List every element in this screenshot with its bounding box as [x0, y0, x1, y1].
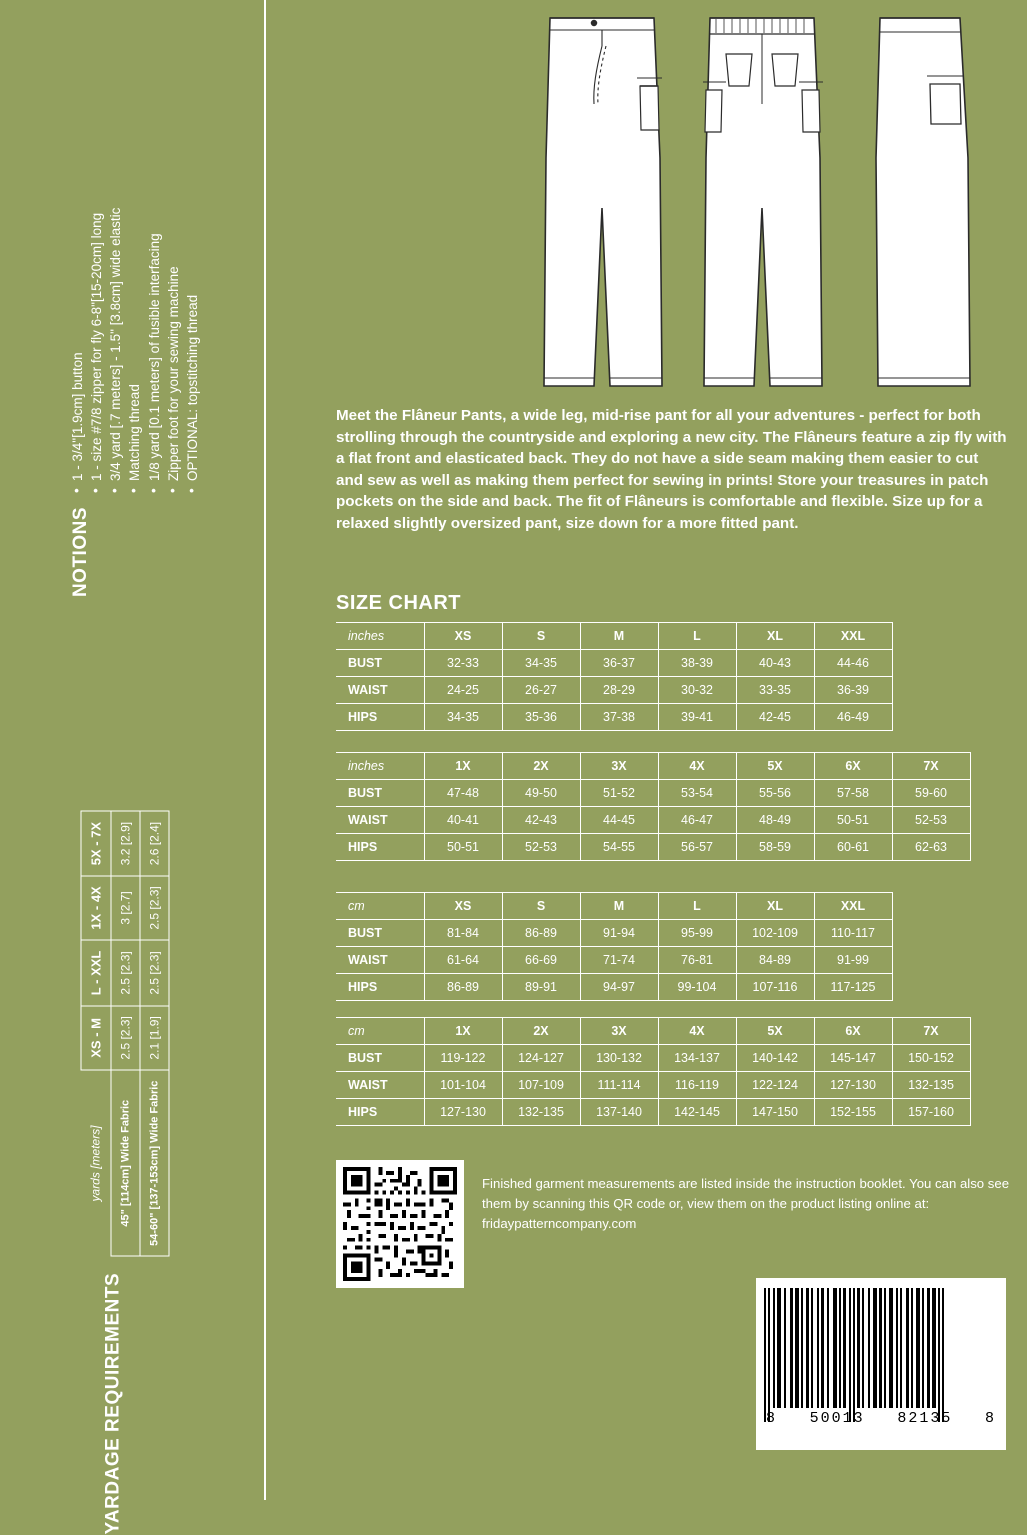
size-header: 6X — [814, 753, 892, 780]
left-column — [0, 0, 264, 1535]
measure-cell: 86-89 — [502, 920, 580, 947]
measure-cell: 34-35 — [502, 650, 580, 677]
measure-cell: 95-99 — [658, 920, 736, 947]
measure-cell: 147-150 — [736, 1099, 814, 1126]
measure-cell: 34-35 — [424, 704, 502, 731]
notions-item: • 1/8 yard [0.1 meters] of fusible interfacing — [145, 208, 164, 493]
size-header: 5X — [736, 753, 814, 780]
measure-cell: 50-51 — [814, 807, 892, 834]
yardage-table — [81, 811, 170, 1257]
barcode-digit-group1: 50013 — [809, 1410, 865, 1427]
yardage-title: YARDAGE REQUIREMENTS — [102, 1272, 124, 1535]
size-header: S — [502, 893, 580, 920]
barcode-digit-group2: 82135 — [897, 1410, 953, 1427]
notions-item: • Zipper foot for your sewing machine — [164, 208, 183, 493]
barcode-digit-left: 8 — [766, 1410, 778, 1427]
measure-cell: 102-109 — [736, 920, 814, 947]
size-header: 3X — [580, 1018, 658, 1045]
notions-item: • 1 - size #7/8 zipper for fly 6-8"[15-20cm] long — [87, 208, 106, 493]
measure-cell: 57-58 — [814, 780, 892, 807]
measure-cell: 26-27 — [502, 677, 580, 704]
front-view-illustration — [544, 18, 662, 386]
size-header: 4X — [658, 1018, 736, 1045]
measure-cell: 140-142 — [736, 1045, 814, 1072]
notions-title: NOTIONS — [69, 506, 91, 598]
size-chart-inches-standard — [336, 622, 893, 731]
measure-cell: 60-61 — [814, 834, 892, 861]
table-row — [336, 1072, 970, 1099]
measure-label: WAIST — [336, 807, 424, 834]
measure-cell: 81-84 — [424, 920, 502, 947]
table-row — [336, 920, 892, 947]
measure-cell: 89-91 — [502, 974, 580, 1001]
measure-cell: 99-104 — [658, 974, 736, 1001]
measure-label: HIPS — [336, 834, 424, 861]
measure-cell: 54-55 — [580, 834, 658, 861]
yardage-cell: 2.5 [2.3] — [140, 876, 169, 940]
measure-cell: 48-49 — [736, 807, 814, 834]
yardage-cell: 3.2 [2.9] — [111, 811, 140, 875]
measure-cell: 37-38 — [580, 704, 658, 731]
measure-cell: 35-36 — [502, 704, 580, 731]
measure-cell: 59-60 — [892, 780, 970, 807]
barcode-bars — [764, 1288, 998, 1408]
measure-cell: 134-137 — [658, 1045, 736, 1072]
back-view-illustration — [703, 18, 823, 386]
yardage-cell: 2.5 [2.3] — [140, 940, 169, 1006]
measure-cell: 40-41 — [424, 807, 502, 834]
size-header: 2X — [502, 1018, 580, 1045]
measure-cell: 91-99 — [814, 947, 892, 974]
measure-cell: 86-89 — [424, 974, 502, 1001]
measure-cell: 40-43 — [736, 650, 814, 677]
measure-cell: 30-32 — [658, 677, 736, 704]
unit-label: cm — [336, 893, 424, 920]
measure-label: BUST — [336, 780, 424, 807]
measure-cell: 49-50 — [502, 780, 580, 807]
yardage-row-label: 45" [114cm] Wide Fabric — [111, 1070, 140, 1256]
size-header: M — [580, 893, 658, 920]
unit-label: cm — [336, 1018, 424, 1045]
notions-item: • Matching thread — [125, 208, 144, 493]
table-row — [111, 811, 140, 1256]
measure-cell: 71-74 — [580, 947, 658, 974]
measure-label: WAIST — [336, 947, 424, 974]
measure-cell: 91-94 — [580, 920, 658, 947]
yardage-cell: 3 [2.7] — [111, 876, 140, 940]
measure-cell: 127-130 — [424, 1099, 502, 1126]
yardage-col-header: 5X - 7X — [81, 811, 111, 875]
table-row — [336, 1099, 970, 1126]
measure-cell: 53-54 — [658, 780, 736, 807]
measure-cell: 56-57 — [658, 834, 736, 861]
measure-cell: 101-104 — [424, 1072, 502, 1099]
measure-cell: 46-49 — [814, 704, 892, 731]
qr-note-text: Finished garment measurements are listed inside the instruction booklet. You can also see them by scanning this QR code or, view them on the product listing online at: fridaypatterncompany.com — [482, 1176, 1010, 1231]
qr-code[interactable] — [336, 1160, 464, 1288]
measure-cell: 42-45 — [736, 704, 814, 731]
size-header: 5X — [736, 1018, 814, 1045]
table-row — [336, 834, 970, 861]
measure-cell: 110-117 — [814, 920, 892, 947]
measure-cell: 32-33 — [424, 650, 502, 677]
measure-cell: 132-135 — [892, 1072, 970, 1099]
measure-cell: 94-97 — [580, 974, 658, 1001]
measure-cell: 84-89 — [736, 947, 814, 974]
measure-cell: 132-135 — [502, 1099, 580, 1126]
yardage-section — [81, 775, 170, 1535]
technical-drawings — [536, 8, 1006, 398]
size-chart-cm-plus — [336, 1017, 971, 1126]
measure-cell: 28-29 — [580, 677, 658, 704]
measure-cell: 122-124 — [736, 1072, 814, 1099]
size-header: 3X — [580, 753, 658, 780]
measure-cell: 52-53 — [892, 807, 970, 834]
size-header: XXL — [814, 623, 892, 650]
notions-section — [68, 137, 202, 597]
yardage-cell: 2.6 [2.4] — [140, 811, 169, 875]
measure-cell: 107-116 — [736, 974, 814, 1001]
size-header: 1X — [424, 1018, 502, 1045]
size-header: M — [580, 623, 658, 650]
measure-cell: 42-43 — [502, 807, 580, 834]
notions-item: • 1 - 3/4"[1.9cm] button — [68, 208, 87, 493]
size-header: XL — [736, 623, 814, 650]
size-header: L — [658, 893, 736, 920]
unit-label: inches — [336, 753, 424, 780]
measure-cell: 76-81 — [658, 947, 736, 974]
notions-list — [68, 208, 202, 493]
measure-cell: 61-64 — [424, 947, 502, 974]
measure-cell: 39-41 — [658, 704, 736, 731]
table-row — [336, 677, 892, 704]
table-row — [336, 780, 970, 807]
size-header: 4X — [658, 753, 736, 780]
barcode-digit-right: 8 — [984, 1410, 996, 1427]
yardage-col-header: L - XXL — [81, 940, 111, 1006]
unit-label: inches — [336, 623, 424, 650]
measure-cell: 55-56 — [736, 780, 814, 807]
measure-cell: 119-122 — [424, 1045, 502, 1072]
measure-cell: 33-35 — [736, 677, 814, 704]
product-description: Meet the Flâneur Pants, a wide leg, mid-rise pant for all your adventures - perfect for both strolling through the countryside and exploring a new city. The Flâneurs feature a zip fly with a flat front and elasticated back. They do not have a side seam making them easier to cut and sew as well as making them perfect for sewing in prints! Store your treasures in patch pockets on the side and back. The fit of Flâneurs is comfortable and flexible. Size up for a relaxed slightly oversized pant, size down for a more fitted pant. — [336, 407, 1007, 532]
notions-item: • OPTIONAL: topstitching thread — [183, 208, 202, 493]
size-header: XS — [424, 623, 502, 650]
size-header: XS — [424, 893, 502, 920]
size-header: XXL — [814, 893, 892, 920]
size-header: XL — [736, 893, 814, 920]
measure-cell: 36-39 — [814, 677, 892, 704]
measure-cell: 58-59 — [736, 834, 814, 861]
size-header: 7X — [892, 753, 970, 780]
measure-cell: 127-130 — [814, 1072, 892, 1099]
measure-cell: 50-51 — [424, 834, 502, 861]
measure-cell: 38-39 — [658, 650, 736, 677]
measure-cell: 107-109 — [502, 1072, 580, 1099]
size-header: L — [658, 623, 736, 650]
size-chart-title: SIZE CHART — [336, 592, 461, 614]
measure-label: HIPS — [336, 974, 424, 1001]
measure-label: HIPS — [336, 704, 424, 731]
measure-cell: 152-155 — [814, 1099, 892, 1126]
table-row — [140, 811, 169, 1256]
yardage-cell: 2.5 [2.3] — [111, 1006, 140, 1070]
size-chart-cm-standard — [336, 892, 893, 1001]
measure-label: BUST — [336, 920, 424, 947]
yardage-col-header: XS - M — [81, 1006, 111, 1070]
size-chart-inches-plus — [336, 752, 971, 861]
measure-cell: 46-47 — [658, 807, 736, 834]
table-row — [336, 650, 892, 677]
measure-cell: 145-147 — [814, 1045, 892, 1072]
yardage-col-header: 1X - 4X — [81, 876, 111, 940]
notions-item: • 3/4 yard [.7 meters] - 1.5" [3.8cm] wide elastic — [106, 208, 125, 493]
table-row — [336, 807, 970, 834]
measure-label: HIPS — [336, 1099, 424, 1126]
yardage-cell: 2.1 [1.9] — [140, 1006, 169, 1070]
measure-cell: 52-53 — [502, 834, 580, 861]
yardage-unit-label: yards [meters] — [88, 1125, 103, 1202]
right-column — [286, 0, 1027, 1500]
measure-label: BUST — [336, 1045, 424, 1072]
measure-cell: 116-119 — [658, 1072, 736, 1099]
measure-cell: 157-160 — [892, 1099, 970, 1126]
measure-cell: 36-37 — [580, 650, 658, 677]
measure-cell: 44-46 — [814, 650, 892, 677]
measure-cell: 66-69 — [502, 947, 580, 974]
yardage-row-label: 54-60" [137-153cm] Wide Fabric — [140, 1070, 169, 1256]
measure-cell: 150-152 — [892, 1045, 970, 1072]
side-view-illustration — [876, 18, 970, 386]
table-row — [336, 974, 892, 1001]
measure-label: WAIST — [336, 677, 424, 704]
measure-cell: 142-145 — [658, 1099, 736, 1126]
table-row — [336, 947, 892, 974]
barcode-digits — [764, 1408, 998, 1427]
measure-cell: 62-63 — [892, 834, 970, 861]
measure-cell: 44-45 — [580, 807, 658, 834]
measure-label: BUST — [336, 650, 424, 677]
barcode — [756, 1278, 1006, 1450]
measure-cell: 124-127 — [502, 1045, 580, 1072]
measure-cell: 117-125 — [814, 974, 892, 1001]
vertical-divider — [264, 0, 266, 1500]
size-header: 2X — [502, 753, 580, 780]
table-row — [336, 1045, 970, 1072]
measure-cell: 51-52 — [580, 780, 658, 807]
size-header: 7X — [892, 1018, 970, 1045]
yardage-cell: 2.5 [2.3] — [111, 940, 140, 1006]
size-header: 6X — [814, 1018, 892, 1045]
size-header: S — [502, 623, 580, 650]
measure-cell: 130-132 — [580, 1045, 658, 1072]
measure-cell: 111-114 — [580, 1072, 658, 1099]
measure-cell: 137-140 — [580, 1099, 658, 1126]
size-header: 1X — [424, 753, 502, 780]
measure-cell: 47-48 — [424, 780, 502, 807]
measure-cell: 24-25 — [424, 677, 502, 704]
measure-label: WAIST — [336, 1072, 424, 1099]
table-row — [336, 704, 892, 731]
